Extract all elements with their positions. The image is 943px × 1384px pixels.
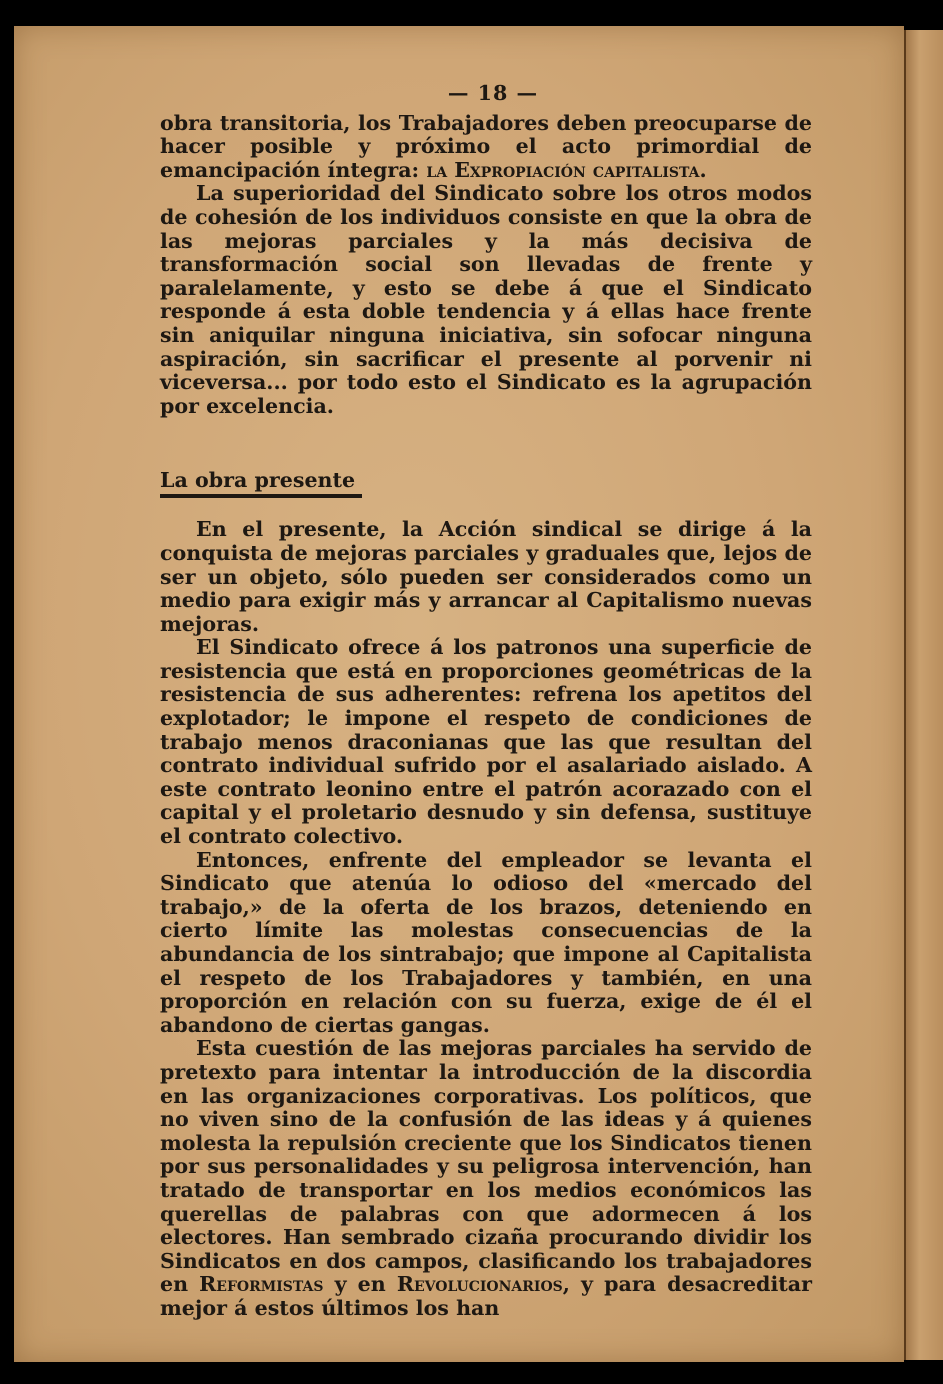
page-number: — 18 — [447, 81, 539, 105]
term-revolutionaries: Revolucionarios [396, 1272, 563, 1297]
paragraph-resistance: El Sindicato ofrece á los patronos una superficie de resistencia que está en proporciones geométricas de la resistencia de sus adherentes: refrena los apetitos del explotador; le impone el respeto de condiciones de trabajo menos draconianas que las que resultan del contrato individual sufrido por el asalariado aislado. A este contrato leonino entre el patrón acorazado con el capital y el proletario desnudo y sin defensa, sustituye el contrato colectivo. [160, 635, 812, 849]
paragraph-superiority: La superioridad del Sindicato sobre los otros modos de cohesión de los individuos consiste en que la obra de las mejoras parciales y la más decisiva de transformación social son llevadas de frente y paralelamente, y esto se debe á que el Sindicato responde á esta doble tendencia y á ellas hace frente sin aniquilar ninguna iniciativa, sin sofocar ninguna aspiración, sin sacrificar el presente al porvenir ni viceversa... por todo esto el Sindicato es la agrupación por excelencia. [160, 181, 812, 418]
paragraph-6-connector: y en [334, 1272, 386, 1297]
intro-emphasis: la Expropiación capitalista. [426, 157, 707, 182]
intro-paragraph [160, 112, 812, 183]
paragraph-employer: Entonces, enfrente del empleador se levanta el Sindicato que atenúa lo odioso del «mercado del trabajo,» de la oferta de los brazos, deteniendo en cierto límite las molestas consecuencias de la abundancia de los sintrabajo; que impone al Capitalista el respeto de los Trabajadores y también, en una proporción en relación con su fuerza, exige de él el abandono de ciertas gangas. [160, 847, 812, 1037]
paragraph-partial-improvements [160, 1037, 812, 1320]
term-reformists: Reformistas [199, 1272, 324, 1297]
section-heading: La obra presente [160, 468, 362, 498]
page-text [160, 82, 812, 1321]
adjacent-page-edge [904, 30, 943, 1360]
paragraph-present-action: En el presente, la Acción sindical se dirige á la conquista de mejoras parciales y graduales que, lejos de ser un objeto, sólo pueden ser considerados como un medio para exigir más y arrancar al Capitalismo nuevas mejoras. [160, 517, 812, 636]
paragraph-6-tail: , y para desacreditar mejor á estos últimos los han [160, 1272, 812, 1320]
intro-text: obra transitoria, los Trabajadores deben preocuparse de hacer posible y próximo el acto primordial de emancipación íntegra: [160, 110, 812, 182]
paragraph-6-text: Esta cuestión de las mejoras parciales ha servido de pretexto para intentar la introducción de la discordia en las organizaciones corporativas. Los políticos, que no viven sino de la confusión de las ideas y á quienes molesta la repulsión creciente que los Sindicatos tienen por sus personalidades y su peligrosa intervención, han tratado de transportar en los medios económicos las querellas de palabras con que adormecen á los electores. Han sembrado cizaña procurando dividir los Sindicatos en dos campos, clasificando los trabajadores en [160, 1036, 812, 1297]
